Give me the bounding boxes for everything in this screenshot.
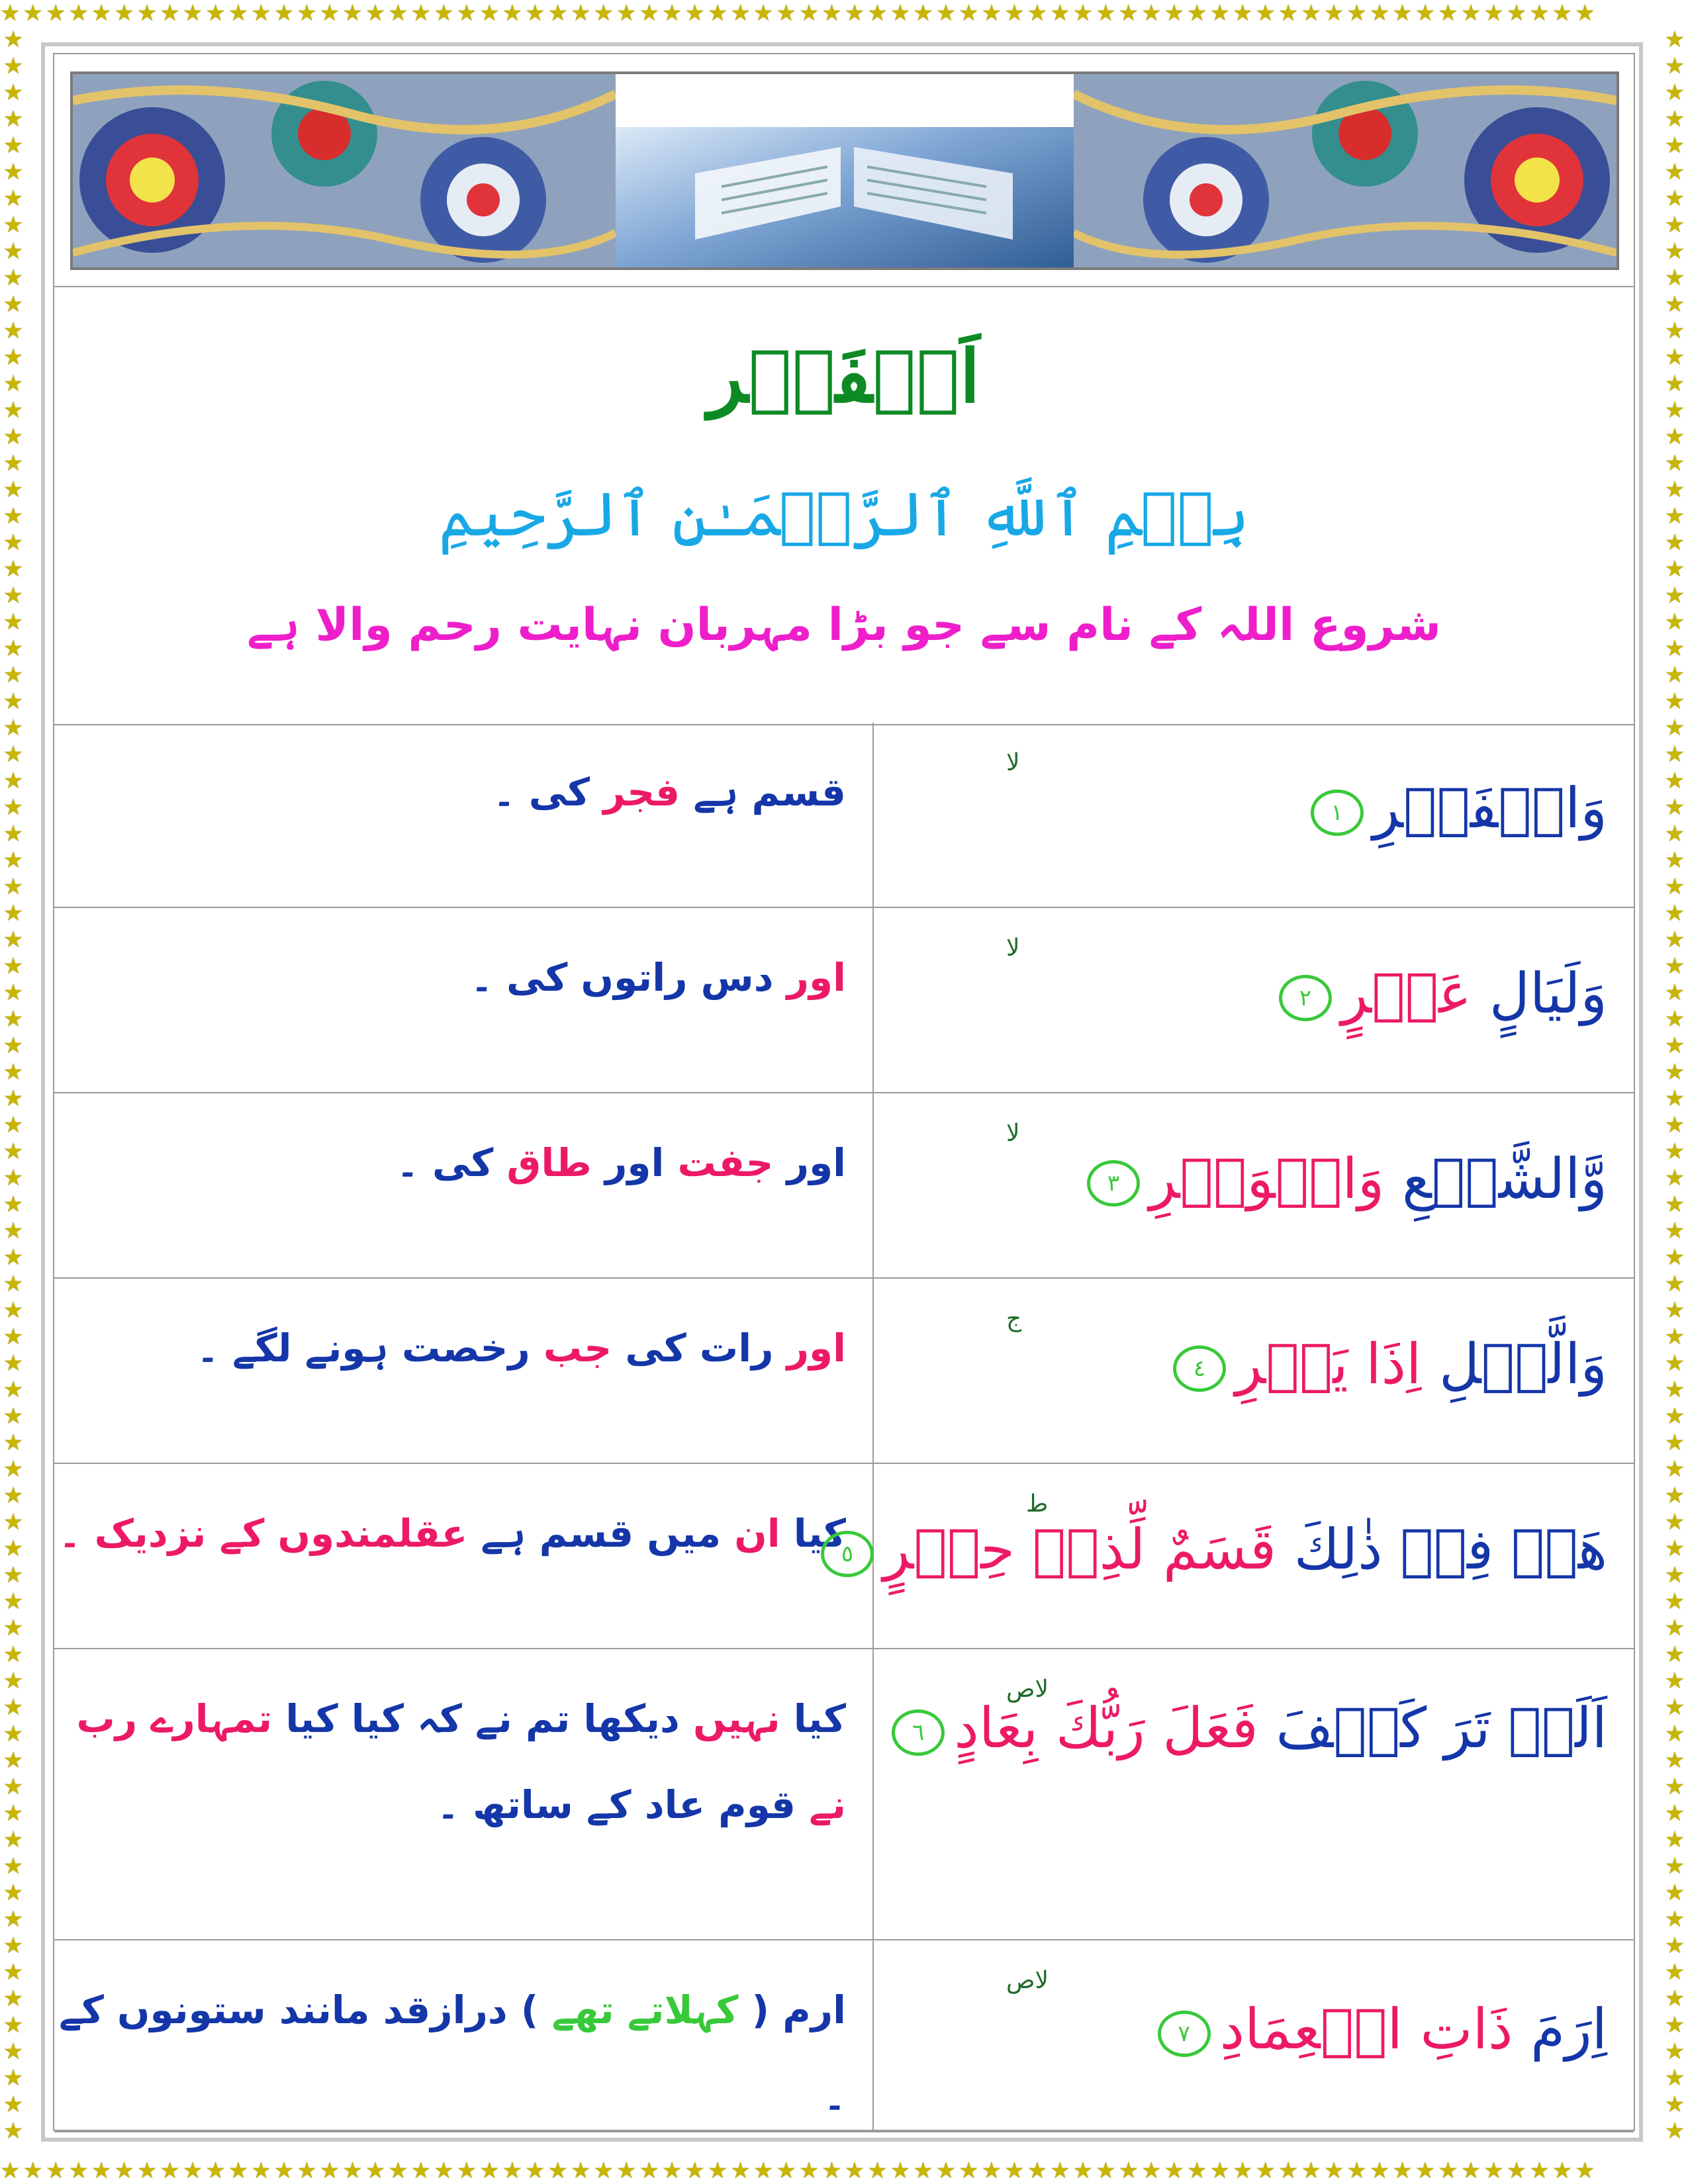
star-border-top: ★★★★★★★★★★★★★★★★★★★★★★★★★★★★★★★★★★★★★★★★★★★★★★★★★★★★★★★★★★★★★★★★★★★★★★ bbox=[0, 0, 1598, 26]
star-border-bottom: ★★★★★★★★★★★★★★★★★★★★★★★★★★★★★★★★★★★★★★★★★★★★★★★★★★★★★★★★★★★★★★★★★★★★★★ bbox=[0, 2158, 1598, 2184]
urdu-segment: کی ۔ bbox=[396, 1140, 507, 1185]
header-banner bbox=[70, 71, 1619, 270]
arabic-cell bbox=[841, 1464, 1634, 1648]
waqf-mark: لا bbox=[1006, 1120, 1020, 1147]
arabic-verse-part: وَالۡوَتۡرِ bbox=[1149, 1146, 1385, 1211]
urdu-segment: فجر bbox=[603, 770, 680, 815]
waqf-mark: لا bbox=[1006, 934, 1020, 962]
urdu-cell bbox=[54, 1093, 872, 1277]
urdu-segment: اور bbox=[591, 1140, 678, 1185]
arabic-verse-part: وَالۡفَجۡرِ bbox=[1372, 776, 1607, 841]
content-area bbox=[53, 53, 1635, 2131]
urdu-segment: طاق bbox=[506, 1140, 592, 1185]
arabic-verse-part: اِذَا يَسۡرِ bbox=[1235, 1332, 1422, 1396]
urdu-segment: دس راتوں کی ۔ bbox=[470, 955, 787, 1000]
urdu-translation bbox=[58, 1490, 846, 1576]
surah-heading bbox=[54, 286, 1634, 725]
arabic-verse-part: قَسَمٌ لِّذِىۡ حِجۡرٍ bbox=[883, 1517, 1277, 1582]
urdu-translation bbox=[197, 1305, 846, 1391]
arabic-verse bbox=[1087, 1146, 1607, 1211]
urdu-translation bbox=[397, 1120, 846, 1206]
urdu-segment: رات کی bbox=[612, 1326, 787, 1371]
open-quran-image bbox=[616, 127, 1079, 267]
verse-row bbox=[54, 1649, 1634, 1940]
waqf-mark: ط bbox=[1026, 1490, 1049, 1518]
urdu-segment: قوم عاد کے ساتھ ۔ bbox=[436, 1782, 810, 1827]
arabic-cell bbox=[872, 1649, 1634, 1939]
arabic-verse bbox=[821, 1517, 1607, 1582]
arabic-verse-part: عَشۡرٍ bbox=[1340, 961, 1472, 1026]
urdu-segment: اور bbox=[773, 1140, 846, 1185]
urdu-cell bbox=[54, 723, 872, 907]
arabic-cell bbox=[872, 1279, 1634, 1463]
verse-row bbox=[54, 1279, 1634, 1464]
urdu-segment: میں قسم ہے bbox=[467, 1511, 735, 1556]
urdu-segment: نہیں bbox=[692, 1696, 780, 1741]
arabic-verse bbox=[1158, 1997, 1607, 2062]
ayah-number-icon: ٢ bbox=[1279, 975, 1332, 1021]
urdu-segment: جفت bbox=[677, 1140, 774, 1185]
arabic-cell bbox=[872, 723, 1634, 907]
urdu-cell bbox=[54, 908, 872, 1092]
arabic-verse-part: فَعَلَ رَبُّكَ بِعَادٍ bbox=[954, 1696, 1258, 1760]
ayah-number-icon: ٤ bbox=[1173, 1345, 1226, 1392]
urdu-cell bbox=[54, 1464, 872, 1648]
ayah-number-icon: ١ bbox=[1311, 790, 1364, 836]
waqf-mark: ج bbox=[1006, 1305, 1022, 1332]
bismillah: بِسۡمِ ٱللَّهِ ٱلرَّحۡمَـٰنِ ٱلرَّحِيمِ bbox=[438, 479, 1250, 550]
waqf-mark: لا bbox=[1006, 749, 1020, 776]
urdu-segment: جب bbox=[543, 1326, 612, 1371]
ayah-number-icon: ٦ bbox=[892, 1709, 945, 1756]
arabic-verse bbox=[1311, 776, 1607, 841]
urdu-segment: قسم ہے bbox=[680, 770, 846, 815]
arabic-verse-part: هَلۡ فِىۡ ذٰلِكَ bbox=[1276, 1517, 1607, 1582]
arabic-cell bbox=[872, 1093, 1634, 1277]
urdu-segment: ان bbox=[734, 1511, 780, 1556]
urdu-segment: کہلاتے تھے bbox=[551, 1987, 739, 2032]
banner-top-band bbox=[616, 74, 1079, 127]
verse-row bbox=[54, 1940, 1634, 2132]
urdu-segment: ) درازقد مانند ستونوں کے ۔ bbox=[59, 1987, 846, 2118]
waqf-mark: لاص bbox=[1006, 1967, 1049, 1994]
urdu-cell bbox=[54, 1940, 872, 2131]
verse-row bbox=[54, 1093, 1634, 1279]
urdu-segment: رخصت ہونے لگے ۔ bbox=[196, 1326, 543, 1371]
urdu-translation bbox=[471, 934, 846, 1021]
star-border-left: ★★★★★★★★★★★★★★★★★★★★★★★★★★★★★★★★★★★★★★★★★★★★★★★★★★★★★★★★★★★★★★★★★★★★★★★★★★★★★★★★ bbox=[3, 26, 24, 2144]
book-icon bbox=[616, 127, 1079, 267]
urdu-segment: تمہارے رب bbox=[76, 1696, 273, 1741]
urdu-translation bbox=[54, 1967, 846, 2139]
arabic-verse-part: اِرَمَ bbox=[1513, 1997, 1607, 2062]
waqf-mark: لاص bbox=[1006, 1676, 1049, 1703]
arabic-cell bbox=[872, 1940, 1634, 2131]
urdu-translation bbox=[493, 749, 846, 835]
verse-row bbox=[54, 723, 1634, 908]
urdu-translation bbox=[77, 1676, 847, 1848]
floral-ornament-left bbox=[73, 74, 616, 267]
arabic-verse bbox=[892, 1696, 1607, 1760]
arabic-verse-part: وَلَيَالٍ bbox=[1472, 961, 1607, 1026]
ayah-number-icon: ٧ bbox=[1158, 2011, 1211, 2057]
urdu-segment: ارم ( bbox=[738, 1987, 846, 2032]
arabic-verse-part: ذَاتِ الۡعِمَادِ bbox=[1219, 1997, 1513, 2062]
ayah-number-icon: ٣ bbox=[1087, 1160, 1140, 1206]
arabic-verse bbox=[1279, 961, 1607, 1026]
urdu-segment: اور bbox=[786, 955, 846, 1000]
urdu-segment: دیکھا تم نے کہ کیا کیا bbox=[272, 1696, 693, 1741]
verse-row bbox=[54, 1464, 1634, 1649]
verse-row bbox=[54, 908, 1634, 1093]
bismillah-translation: شروع اللہ کے نام سے جو بڑا مہربان نہایت رحم والا ہے bbox=[247, 599, 1441, 651]
arabic-cell bbox=[872, 908, 1634, 1092]
arabic-verse bbox=[1173, 1332, 1607, 1396]
urdu-cell bbox=[54, 1279, 872, 1463]
urdu-segment: اور bbox=[786, 1326, 846, 1371]
arabic-verse-part: اَلَمۡ تَرَ كَيۡفَ bbox=[1258, 1696, 1607, 1760]
urdu-segment: نے bbox=[809, 1782, 846, 1827]
ayah-number-icon: ٥ bbox=[821, 1531, 874, 1577]
urdu-segment: کی ۔ bbox=[492, 770, 604, 815]
urdu-cell bbox=[54, 1649, 872, 1939]
urdu-segment: عقلمندوں کے نزدیک ۔ bbox=[58, 1511, 468, 1556]
star-border-right: ★★★★★★★★★★★★★★★★★★★★★★★★★★★★★★★★★★★★★★★★★★★★★★★★★★★★★★★★★★★★★★★★★★★★★★★★★★★★★★★★ bbox=[1664, 26, 1685, 2144]
arabic-verse-part: وَالَّيۡلِ bbox=[1421, 1332, 1607, 1396]
floral-ornament-right bbox=[1074, 74, 1617, 267]
arabic-verse-part: وَّالشَّفۡعِ bbox=[1384, 1146, 1607, 1211]
surah-title: اَلۡفَجۡر bbox=[708, 334, 980, 419]
urdu-segment: کیا bbox=[780, 1511, 846, 1556]
urdu-segment: کیا bbox=[780, 1696, 846, 1741]
